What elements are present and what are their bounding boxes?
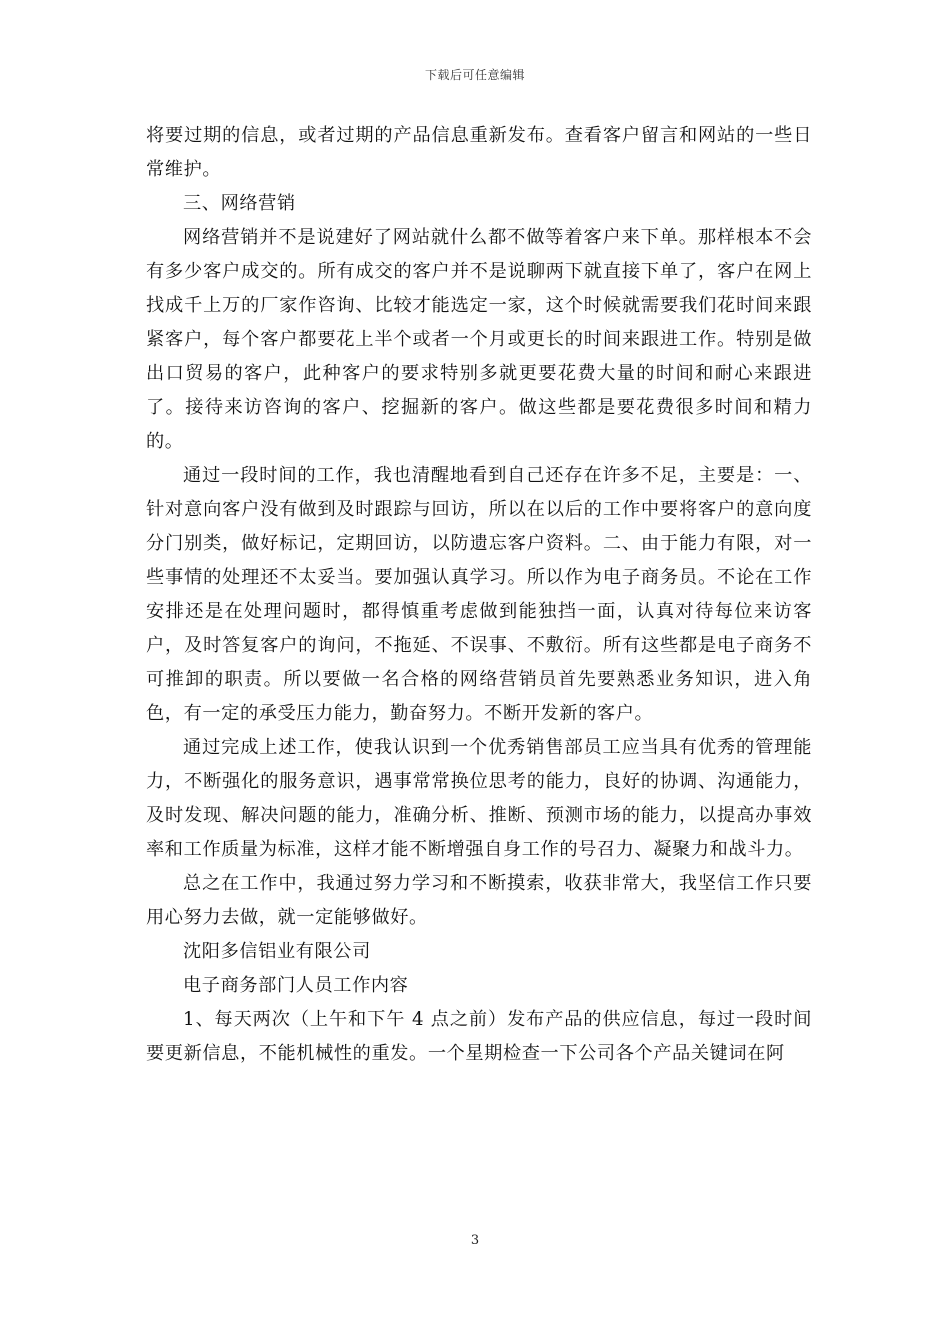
paragraph-continued: 将要过期的信息，或者过期的产品信息重新发布。查看客户留言和网站的一些日常维护。 (146, 125, 812, 180)
section-heading: 三、网络营销 (183, 193, 296, 214)
paragraph: 通过一段时间的工作，我也清醒地看到自己还存在许多不足，主要是：一、针对意向客户没有做到及时跟踪与回访，所以在以后的工作中要将客户的意向度分门别类，做好标记，定期回访，以防遗忘客户资料。二、由于能力有限，对一些事情的处理还不太妥当。要加强认真学习。所以作为电子商务员。不论在工作安排还是在处理问题时，都得慎重考虑做到能独挡一面，认真对待每位来访客户，及时答复客户的询问，不拖延、不误事、不敷衍。所有这些都是电子商务不可推卸的职责。所以要做一名合格的网络营销员首先要熟悉业务知识，进入角色，有一定的承受压力能力，勤奋努力。不断开发新的客户。 (146, 465, 812, 724)
paragraph: 总之在工作中，我通过努力学习和不断摸索，收获非常大，我坚信工作只要用心努力去做，就一定能够做好。 (146, 873, 812, 928)
paragraph: 通过完成上述工作，使我认识到一个优秀销售部员工应当具有优秀的管理能力，不断强化的服务意识，遇事常常换位思考的能力，良好的协调、沟通能力，及时发现、解决问题的能力，准确分析、推断、预测市场的能力，以提高办事效率和工作质量为标准，这样才能不断增强自身工作的号召力、凝聚力和战斗力。 (146, 737, 812, 860)
paragraph: 1、每天两次（上午和下午 4 点之前）发布产品的供应信息，每过一段时间要更新信息，不能机械性的重发。一个星期检查一下公司各个产品关键词在阿 (146, 1009, 812, 1064)
section-title: 电子商务部门人员工作内容 (183, 975, 409, 996)
paragraph: 网络营销并不是说建好了网站就什么都不做等着客户来下单。那样根本不会有多少客户成交的。所有成交的客户并不是说聊两下就直接下单了，客户在网上找成千上万的厂家作咨询、比较才能选定一家，这个时候就需要我们花时间来跟紧客户，每个客户都要花上半个或者一个月或更长的时间来跟进工作。特别是做出口贸易的客户，此种客户的要求特别多就更要花费大量的时间和耐心来跟进了。接待来访咨询的客户、挖掘新的客户。做这些都是要花费很多时间和精力的。 (146, 227, 812, 452)
page-number: 3 (470, 1233, 480, 1248)
header-note: 下载后可任意编辑 (424, 68, 525, 82)
company-name: 沈阳多信铝业有限公司 (183, 941, 371, 962)
document-body (146, 119, 812, 1071)
